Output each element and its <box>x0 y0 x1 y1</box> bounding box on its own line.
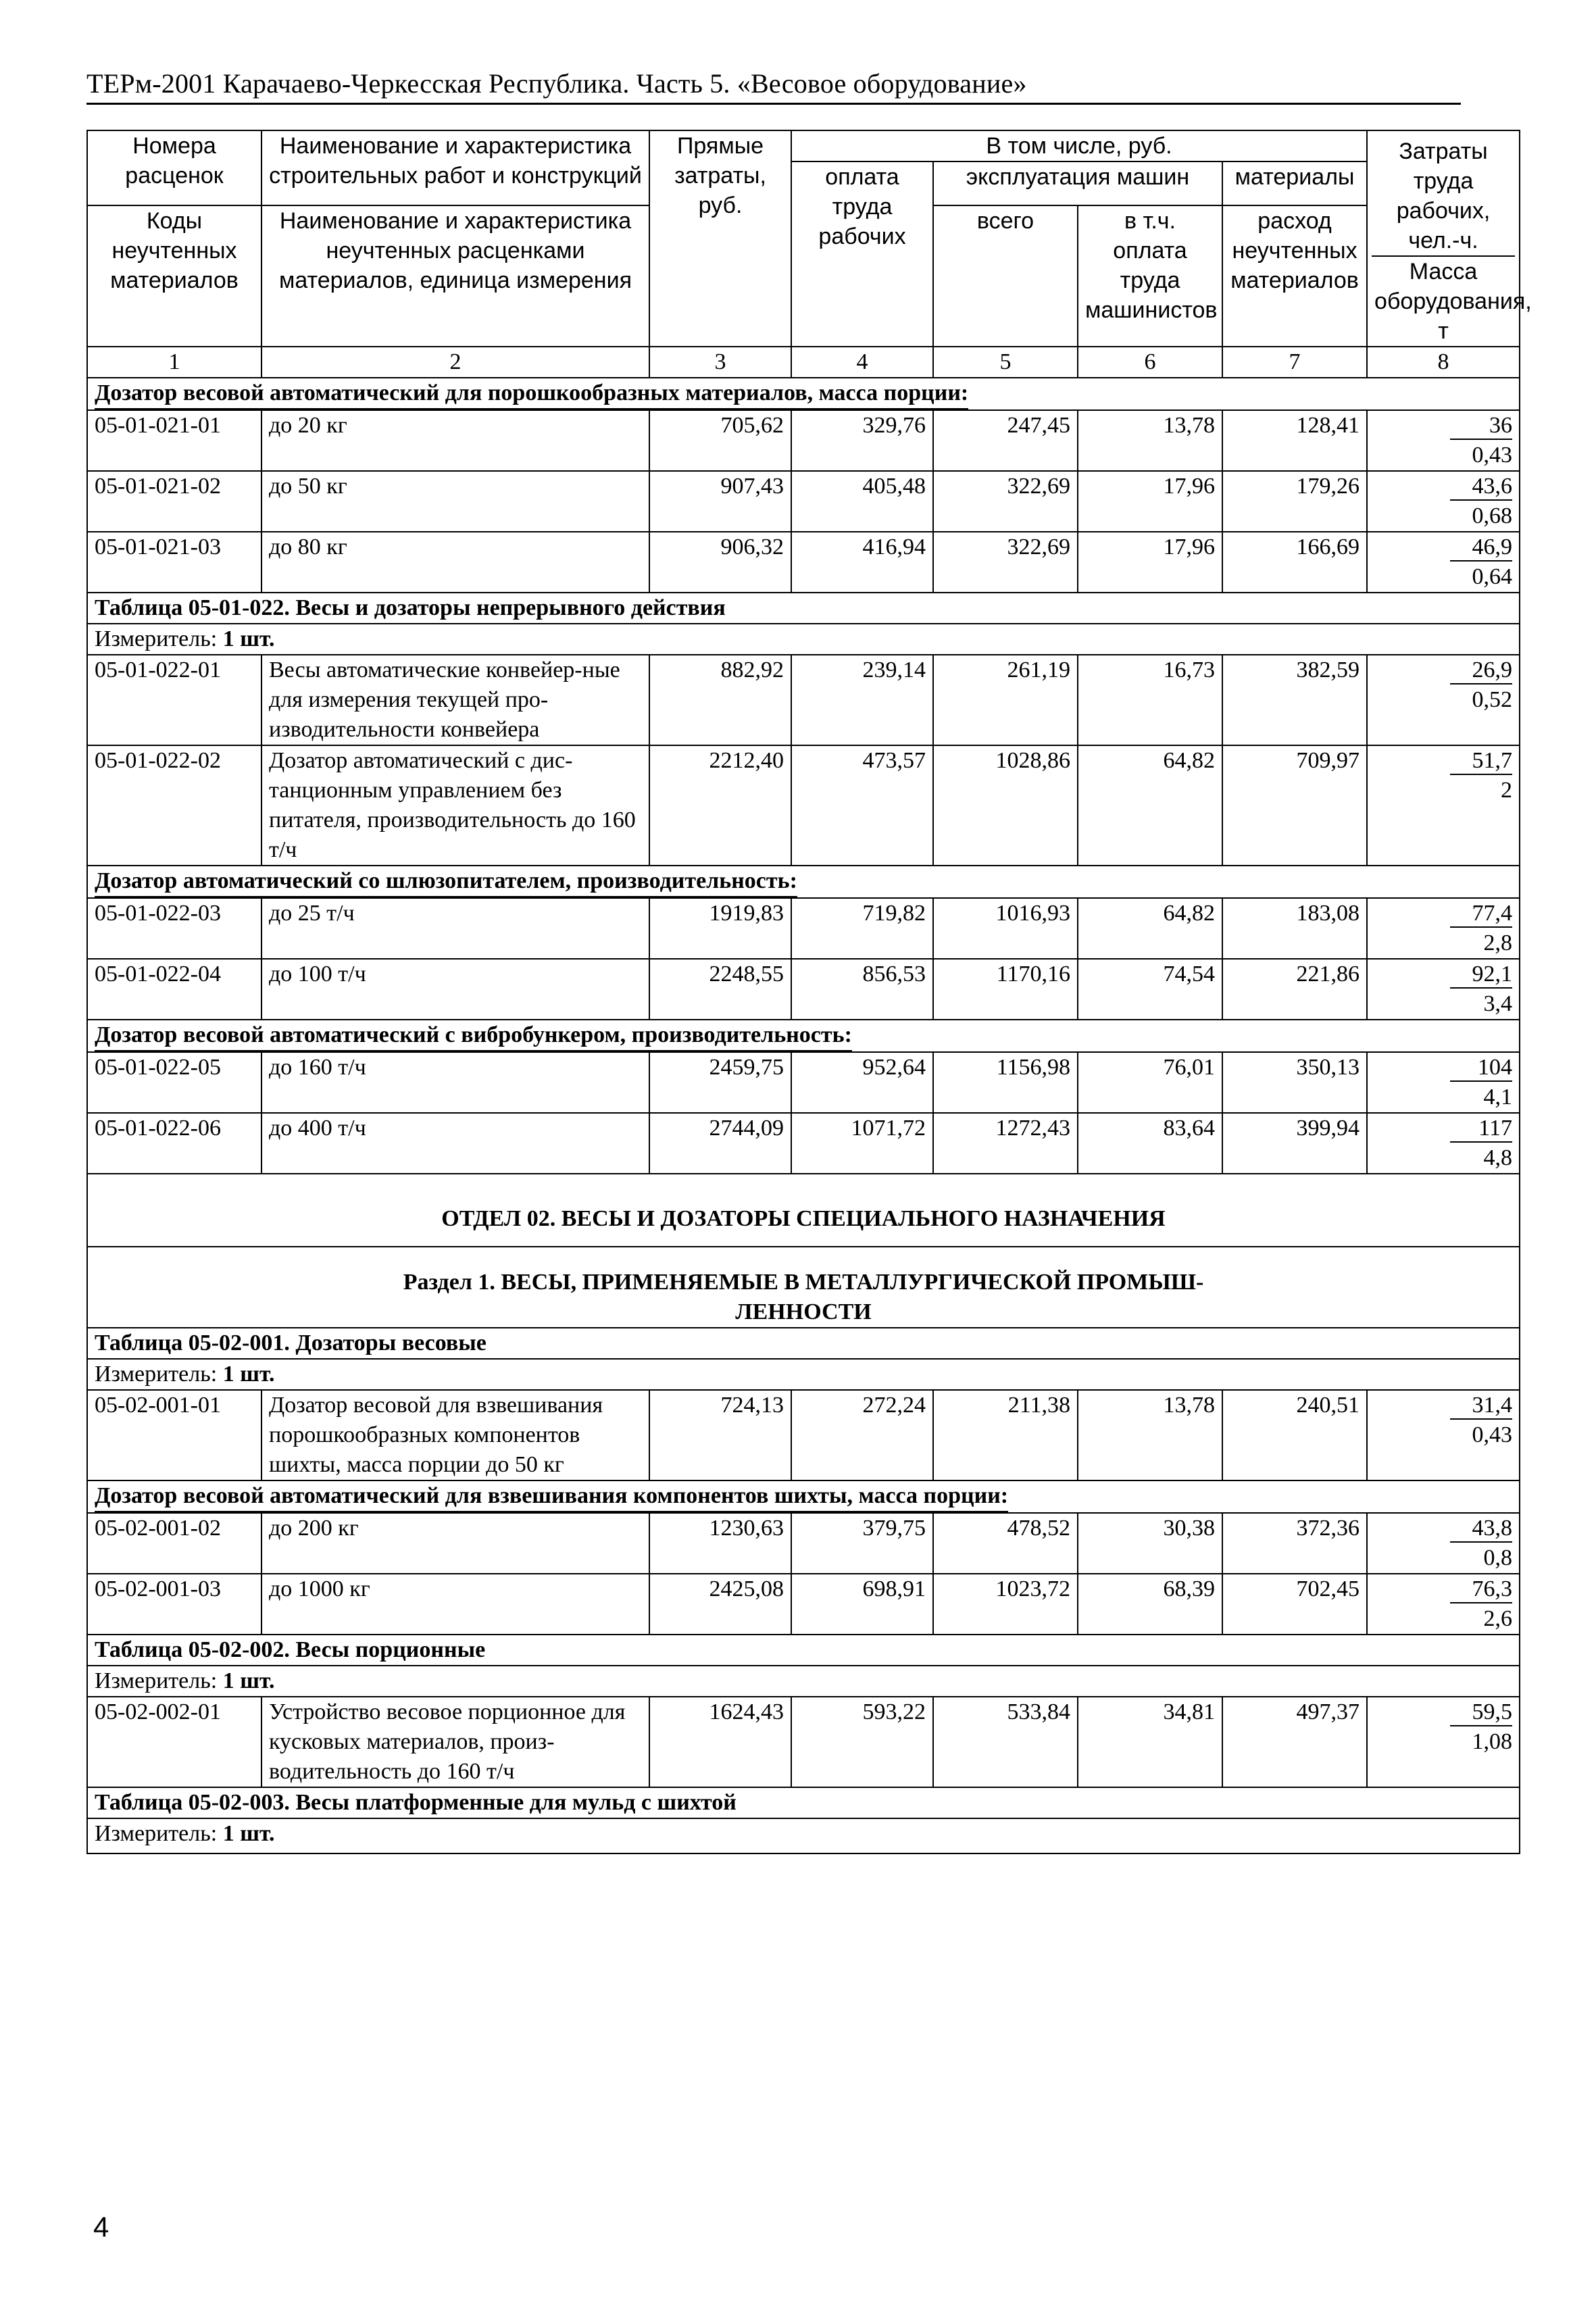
col2-header-bottom: Наименование и характеристика неучтенных расценками материалов, единица измерения <box>261 205 649 347</box>
direct-cost: 2248,55 <box>649 959 791 1020</box>
machine-total: 478,52 <box>933 1513 1078 1574</box>
direct-cost: 2744,09 <box>649 1113 791 1174</box>
page-number: 4 <box>93 2211 109 2243</box>
rate-name: до 50 кг <box>261 471 649 532</box>
col-number: 1 <box>87 347 261 378</box>
rate-name: до 1000 кг <box>261 1574 649 1635</box>
table-row <box>87 410 1520 471</box>
meter-label: Измеритель: <box>95 1362 218 1387</box>
equipment-mass: 0,64 <box>1472 564 1513 589</box>
rate-code: 05-01-021-01 <box>87 410 261 471</box>
labor-hours: 104 <box>1450 1055 1512 1082</box>
driver-pay: 30,38 <box>1078 1513 1222 1574</box>
group-heading: Дозатор автоматический со шлюзопитателем, производительность: <box>95 866 797 897</box>
driver-pay: 13,78 <box>1078 1390 1222 1480</box>
driver-pay: 34,81 <box>1078 1697 1222 1787</box>
material-cost: 497,37 <box>1222 1697 1367 1787</box>
col8-divider <box>1372 255 1515 257</box>
labor-hours: 59,5 <box>1450 1699 1512 1726</box>
table-row <box>87 532 1520 593</box>
rate-name: до 100 т/ч <box>261 959 649 1020</box>
rate-code: 05-02-002-01 <box>87 1697 261 1787</box>
materials-header: материалы <box>1222 161 1367 205</box>
direct-cost: 705,62 <box>649 410 791 471</box>
rate-code: 05-01-021-02 <box>87 471 261 532</box>
col-number: 3 <box>649 347 791 378</box>
labor-mass-cell <box>1367 1574 1520 1635</box>
direct-cost: 906,32 <box>649 532 791 593</box>
rate-code: 05-01-022-04 <box>87 959 261 1020</box>
material-cost: 183,08 <box>1222 898 1367 959</box>
labor-hours: 117 <box>1450 1116 1512 1143</box>
col8-header-top: Затраты труда рабочих, чел.-ч. <box>1396 139 1491 253</box>
worker-pay: 272,24 <box>791 1390 933 1480</box>
meter-line <box>87 1818 1520 1853</box>
direct-cost: 2459,75 <box>649 1052 791 1113</box>
equipment-mass: 4,1 <box>1483 1085 1513 1110</box>
rate-name: до 200 кг <box>261 1513 649 1574</box>
rate-name: до 80 кг <box>261 532 649 593</box>
table-title-row <box>87 1635 1520 1666</box>
machine-total: 322,69 <box>933 532 1078 593</box>
labor-mass-cell <box>1367 959 1520 1020</box>
material-cost: 179,26 <box>1222 471 1367 532</box>
rate-code: 05-01-022-02 <box>87 745 261 866</box>
rate-name: Дозатор весовой для взвешивания порошкообразных компонентов шихты, масса порции до 50 кг <box>261 1390 649 1480</box>
direct-cost: 1919,83 <box>649 898 791 959</box>
driver-pay: 68,39 <box>1078 1574 1222 1635</box>
equipment-mass: 2,6 <box>1483 1606 1513 1631</box>
worker-pay: 719,82 <box>791 898 933 959</box>
labor-mass-cell <box>1367 1113 1520 1174</box>
labor-mass-cell <box>1367 1390 1520 1480</box>
driver-pay: 13,78 <box>1078 410 1222 471</box>
header-rule <box>86 103 1461 105</box>
department-row <box>87 1174 1520 1247</box>
table-title: Таблица 05-01-022. Весы и дозаторы непрерывного действия <box>87 593 1520 624</box>
labor-hours: 76,3 <box>1450 1576 1512 1603</box>
in-total-header: В том числе, руб. <box>791 130 1367 161</box>
section-title <box>87 1247 1520 1328</box>
machine-total: 322,69 <box>933 471 1078 532</box>
operation-header: эксплуатация машин <box>933 161 1222 205</box>
labor-hours: 43,6 <box>1450 474 1512 501</box>
rows-f <box>87 1513 1520 1635</box>
col2-header-top: Наименование и характеристика строительных работ и конструкций <box>261 130 649 205</box>
machine-total: 533,84 <box>933 1697 1078 1787</box>
labor-hours: 43,8 <box>1450 1516 1512 1543</box>
running-header: ТЕРм-2001 Карачаево-Черкесская Республика. Часть 5. «Весовое оборудование» <box>86 68 1027 99</box>
meter-label: Измеритель: <box>95 1821 218 1846</box>
table-row <box>87 898 1520 959</box>
col1-header-top: Номера расценок <box>87 130 261 205</box>
labor-hours: 36 <box>1450 413 1512 440</box>
worker-pay: 473,57 <box>791 745 933 866</box>
material-cost: 382,59 <box>1222 655 1367 745</box>
equipment-mass: 0,43 <box>1472 443 1513 468</box>
material-cost: 399,94 <box>1222 1113 1367 1174</box>
col3-header: Прямые затраты, руб. <box>649 130 791 347</box>
driver-pay: 16,73 <box>1078 655 1222 745</box>
table-title-row <box>87 1328 1520 1359</box>
col-number: 8 <box>1367 347 1520 378</box>
machine-total: 1156,98 <box>933 1052 1078 1113</box>
price-table <box>86 130 1532 1854</box>
equipment-mass: 1,08 <box>1472 1729 1513 1754</box>
material-cost: 350,13 <box>1222 1052 1367 1113</box>
driver-pay: 64,82 <box>1078 745 1222 866</box>
worker-pay: 1071,72 <box>791 1113 933 1174</box>
worker-pay: 405,48 <box>791 471 933 532</box>
table-title: Таблица 05-02-003. Весы платформенные для мульд с шихтой <box>87 1787 1520 1818</box>
worker-pay: 593,22 <box>791 1697 933 1787</box>
rate-name: Дозатор автоматический с дис-танционным управлением без питателя, производительность до 160 т/ч <box>261 745 649 866</box>
rate-name: до 160 т/ч <box>261 1052 649 1113</box>
col-number: 5 <box>933 347 1078 378</box>
equipment-mass: 0,68 <box>1472 503 1513 528</box>
meter-label: Измеритель: <box>95 626 218 651</box>
meter-value: 1 шт. <box>222 1668 275 1693</box>
table-row <box>87 471 1520 532</box>
rows-g <box>87 1697 1520 1787</box>
column-header-row-1 <box>87 130 1520 161</box>
machine-total: 1016,93 <box>933 898 1078 959</box>
material-cost: 166,69 <box>1222 532 1367 593</box>
group-row <box>87 378 1520 410</box>
machine-total: 1170,16 <box>933 959 1078 1020</box>
direct-cost: 1230,63 <box>649 1513 791 1574</box>
rate-name: Устройство весовое порционное для кусковых материалов, произ-водительность до 160 т/ч <box>261 1697 649 1787</box>
table-row <box>87 1697 1520 1787</box>
driver-pay: 64,82 <box>1078 898 1222 959</box>
department-title: ОТДЕЛ 02. ВЕСЫ И ДОЗАТОРЫ СПЕЦИАЛЬНОГО НАЗНАЧЕНИЯ <box>87 1174 1520 1247</box>
group-heading: Дозатор весовой автоматический с вибробункером, производительность: <box>95 1020 852 1051</box>
meter-line <box>87 1359 1520 1390</box>
group-row <box>87 866 1520 898</box>
material-cost: 702,45 <box>1222 1574 1367 1635</box>
rows-e <box>87 1390 1520 1480</box>
col5-header: всего <box>933 205 1078 347</box>
driver-pay: 17,96 <box>1078 532 1222 593</box>
meter-row <box>87 1818 1520 1853</box>
meter-line <box>87 1666 1520 1697</box>
labor-mass-cell <box>1367 1052 1520 1113</box>
col-number: 6 <box>1078 347 1222 378</box>
rate-code: 05-01-022-05 <box>87 1052 261 1113</box>
col4-header: оплата труда рабочих <box>791 161 933 347</box>
meter-label: Измеритель: <box>95 1668 218 1693</box>
direct-cost: 724,13 <box>649 1390 791 1480</box>
worker-pay: 856,53 <box>791 959 933 1020</box>
equipment-mass: 4,8 <box>1483 1145 1513 1170</box>
rate-code: 05-01-022-01 <box>87 655 261 745</box>
table-title-row <box>87 593 1520 624</box>
labor-hours: 26,9 <box>1450 657 1512 684</box>
labor-hours: 46,9 <box>1450 534 1512 562</box>
section-title-line2: ЛЕННОСТИ <box>735 1299 872 1324</box>
meter-row <box>87 1666 1520 1697</box>
table-row <box>87 1574 1520 1635</box>
direct-cost: 907,43 <box>649 471 791 532</box>
group-row <box>87 1020 1520 1052</box>
machine-total: 261,19 <box>933 655 1078 745</box>
equipment-mass: 2 <box>1501 778 1513 803</box>
table-row <box>87 1513 1520 1574</box>
equipment-mass: 0,8 <box>1483 1545 1513 1570</box>
equipment-mass: 0,43 <box>1472 1422 1513 1447</box>
col7-header: расход неучтенных материалов <box>1222 205 1367 347</box>
labor-mass-cell <box>1367 471 1520 532</box>
worker-pay: 329,76 <box>791 410 933 471</box>
table-row <box>87 1113 1520 1174</box>
column-number-row <box>87 347 1520 378</box>
table-row <box>87 1390 1520 1480</box>
rate-code: 05-02-001-01 <box>87 1390 261 1480</box>
table-title-row <box>87 1787 1520 1818</box>
table-row <box>87 745 1520 866</box>
labor-hours: 31,4 <box>1450 1393 1512 1420</box>
rate-name: до 400 т/ч <box>261 1113 649 1174</box>
group-heading: Дозатор весовой автоматический для порошкообразных материалов, масса порции: <box>95 378 968 409</box>
rate-code: 05-01-022-03 <box>87 898 261 959</box>
machine-total: 1023,72 <box>933 1574 1078 1635</box>
table-row <box>87 959 1520 1020</box>
rate-name: Весы автоматические конвейер-ные для измерения текущей про-изводительности конвейера <box>261 655 649 745</box>
meter-value: 1 шт. <box>222 1821 275 1846</box>
driver-pay: 83,64 <box>1078 1113 1222 1174</box>
group-row <box>87 1480 1520 1513</box>
direct-cost: 2212,40 <box>649 745 791 866</box>
machine-total: 1272,43 <box>933 1113 1078 1174</box>
labor-mass-cell <box>1367 745 1520 866</box>
col8-header <box>1367 130 1532 347</box>
group-heading: Дозатор весовой автоматический для взвешивания компонентов шихты, масса порции: <box>95 1481 1008 1512</box>
meter-row <box>87 624 1520 655</box>
material-cost: 240,51 <box>1222 1390 1367 1480</box>
rows-c <box>87 898 1520 1020</box>
labor-mass-cell <box>1367 898 1520 959</box>
col-number: 7 <box>1222 347 1367 378</box>
section-title-line1: Раздел 1. ВЕСЫ, ПРИМЕНЯЕМЫЕ В МЕТАЛЛУРГИЧЕСКОЙ ПРОМЫШ- <box>403 1270 1204 1295</box>
rate-code: 05-01-021-03 <box>87 532 261 593</box>
driver-pay: 76,01 <box>1078 1052 1222 1113</box>
table-title: Таблица 05-02-001. Дозаторы весовые <box>87 1328 1520 1359</box>
meter-value: 1 шт. <box>222 626 275 651</box>
labor-mass-cell <box>1367 1513 1520 1574</box>
rate-code: 05-02-001-03 <box>87 1574 261 1635</box>
machine-total: 247,45 <box>933 410 1078 471</box>
col-number: 4 <box>791 347 933 378</box>
labor-mass-cell <box>1367 1697 1520 1787</box>
rate-code: 05-02-001-02 <box>87 1513 261 1574</box>
driver-pay: 74,54 <box>1078 959 1222 1020</box>
col-number: 2 <box>261 347 649 378</box>
material-cost: 372,36 <box>1222 1513 1367 1574</box>
labor-mass-cell <box>1367 532 1520 593</box>
table-row <box>87 655 1520 745</box>
rate-name: до 25 т/ч <box>261 898 649 959</box>
col1-header-bottom: Коды неучтенных материалов <box>87 205 261 347</box>
worker-pay: 239,14 <box>791 655 933 745</box>
worker-pay: 416,94 <box>791 532 933 593</box>
meter-row <box>87 1359 1520 1390</box>
table-title: Таблица 05-02-002. Весы порционные <box>87 1635 1520 1666</box>
price-table-frame <box>86 130 1532 2096</box>
table-row <box>87 1052 1520 1113</box>
col8-header-bottom: Масса оборудования, т <box>1374 259 1532 344</box>
driver-pay: 17,96 <box>1078 471 1222 532</box>
rate-name: до 20 кг <box>261 410 649 471</box>
labor-hours: 77,4 <box>1450 901 1512 928</box>
worker-pay: 379,75 <box>791 1513 933 1574</box>
worker-pay: 952,64 <box>791 1052 933 1113</box>
material-cost: 221,86 <box>1222 959 1367 1020</box>
labor-hours: 51,7 <box>1450 748 1512 775</box>
labor-mass-cell <box>1367 655 1520 745</box>
material-cost: 709,97 <box>1222 745 1367 866</box>
direct-cost: 882,92 <box>649 655 791 745</box>
material-cost: 128,41 <box>1222 410 1367 471</box>
rows-d <box>87 1052 1520 1174</box>
equipment-mass: 2,8 <box>1483 930 1513 955</box>
machine-total: 211,38 <box>933 1390 1078 1480</box>
machine-total: 1028,86 <box>933 745 1078 866</box>
col6-header: в т.ч. оплата труда машинистов <box>1078 205 1222 347</box>
direct-cost: 1624,43 <box>649 1697 791 1787</box>
rows-a <box>87 410 1520 593</box>
meter-value: 1 шт. <box>222 1362 275 1387</box>
meter-line <box>87 624 1520 655</box>
equipment-mass: 3,4 <box>1483 991 1513 1016</box>
worker-pay: 698,91 <box>791 1574 933 1635</box>
section-row <box>87 1247 1520 1328</box>
rate-code: 05-01-022-06 <box>87 1113 261 1174</box>
labor-mass-cell <box>1367 410 1520 471</box>
labor-hours: 92,1 <box>1450 962 1512 989</box>
rows-b <box>87 655 1520 866</box>
equipment-mass: 0,52 <box>1472 687 1513 712</box>
direct-cost: 2425,08 <box>649 1574 791 1635</box>
